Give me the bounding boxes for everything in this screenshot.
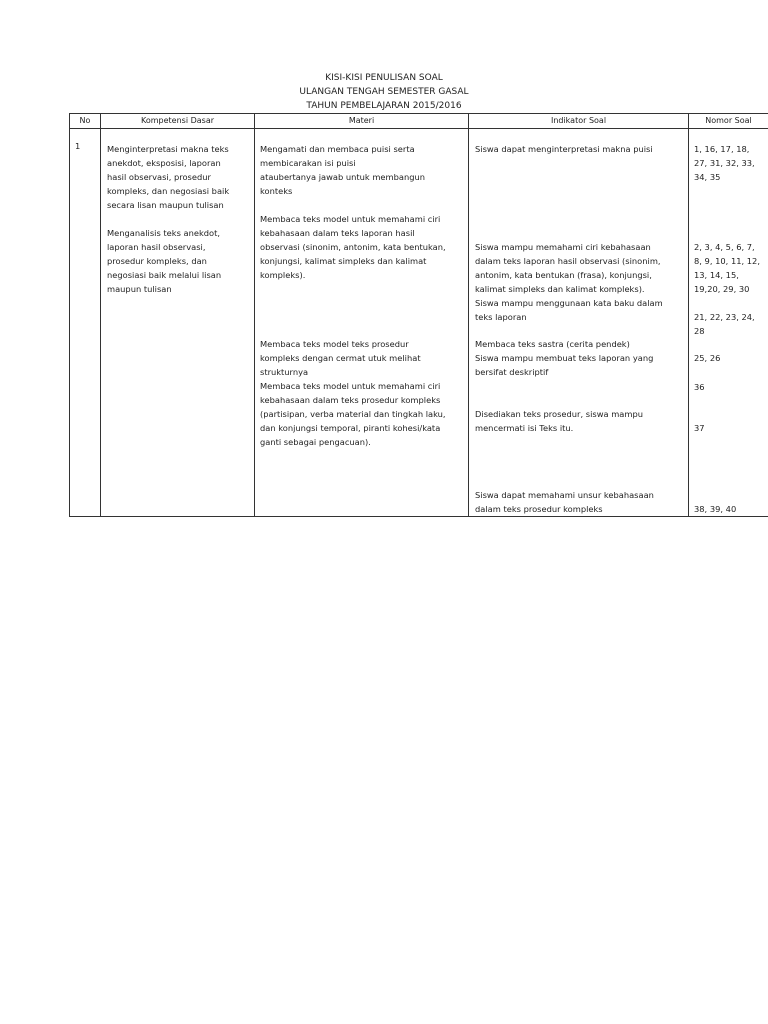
indikator-6 bbox=[475, 407, 643, 435]
text-line: konteks bbox=[260, 186, 293, 196]
header-materi: Materi bbox=[348, 116, 375, 125]
text-line: 21, 22, 23, 24, bbox=[694, 312, 755, 322]
text-line: kalimat simpleks dan kalimat kompleks). bbox=[475, 284, 645, 294]
text-line: dan konjungsi temporal, piranti kohesi/kata bbox=[260, 423, 441, 433]
nomor-soal-4 bbox=[694, 351, 720, 365]
text-line: konjungsi, kalimat simpleks dan kalimat bbox=[260, 256, 427, 266]
text-line: maupun tulisan bbox=[107, 284, 172, 294]
text-line: ganti sebagai pengacuan). bbox=[260, 437, 371, 447]
materi-1 bbox=[260, 142, 425, 198]
text-line: Menganalisis teks anekdot, bbox=[107, 228, 221, 238]
text-line: strukturnya bbox=[260, 367, 309, 377]
text-line: antonim, kata bentukan (frasa), konjungsi, bbox=[475, 270, 652, 280]
text-line: membicarakan isi puisi bbox=[260, 158, 356, 168]
text-line: kebahasaan dalam teks prosedur kompleks bbox=[260, 395, 441, 405]
indikator-3 bbox=[475, 296, 663, 324]
text-line: hasil observasi, prosedur bbox=[107, 172, 211, 182]
text-line: observasi (sinonim, antonim, kata bentukan, bbox=[260, 242, 446, 252]
indikator-2 bbox=[475, 240, 661, 296]
nomor-soal-1 bbox=[694, 142, 755, 184]
doc-title-line1: KISI-KISI PENULISAN SOAL bbox=[325, 73, 443, 83]
text-line: Membaca teks model teks prosedur bbox=[260, 339, 409, 349]
text-line: 13, 14, 15, bbox=[694, 270, 739, 280]
text-line: prosedur kompleks, dan bbox=[107, 256, 207, 266]
text-line: 36 bbox=[694, 382, 705, 392]
text-line: mencermati isi Teks itu. bbox=[475, 423, 574, 433]
text-line: 34, 35 bbox=[694, 172, 721, 182]
nomor-soal-3 bbox=[694, 310, 755, 338]
text-line: Siswa mampu memahami ciri kebahasaan bbox=[475, 242, 651, 252]
text-line: Siswa dapat menginterpretasi makna puisi bbox=[475, 144, 653, 154]
text-line: 1, 16, 17, 18, bbox=[694, 144, 750, 154]
text-line: Siswa dapat memahami unsur kebahasaan bbox=[475, 490, 654, 500]
text-line: 25, 26 bbox=[694, 353, 721, 363]
text-line: Menginterpretasi makna teks bbox=[107, 144, 229, 154]
table-header-divider bbox=[69, 128, 768, 129]
nomor-soal-2 bbox=[694, 240, 760, 296]
materi-2 bbox=[260, 212, 446, 282]
table-bottom-border bbox=[69, 516, 768, 517]
text-line: 38, 39, 40 bbox=[694, 504, 737, 514]
text-line: kompleks dengan cermat utuk melihat bbox=[260, 353, 421, 363]
table-left-border bbox=[69, 113, 70, 517]
text-line: teks laporan bbox=[475, 312, 527, 322]
col-divider-kompetensi bbox=[254, 113, 255, 517]
text-line: ataubertanya jawab untuk membangun bbox=[260, 172, 425, 182]
text-line: 28 bbox=[694, 326, 705, 336]
col-divider-no bbox=[100, 113, 101, 517]
header-no: No bbox=[79, 116, 91, 125]
text-line: Mengamati dan membaca puisi serta bbox=[260, 144, 415, 154]
text-line: Membaca teks model untuk memahami ciri bbox=[260, 214, 441, 224]
text-line: Membaca teks model untuk memahami ciri bbox=[260, 381, 441, 391]
text-line: kompleks, dan negosiasi baik bbox=[107, 186, 230, 196]
indikator-5 bbox=[475, 351, 653, 379]
text-line: kebahasaan dalam teks laporan hasil bbox=[260, 228, 415, 238]
text-line: secara lisan maupun tulisan bbox=[107, 200, 224, 210]
text-line: negosiasi baik melalui lisan bbox=[107, 270, 222, 280]
text-line: 27, 31, 32, 33, bbox=[694, 158, 755, 168]
nomor-soal-5 bbox=[694, 380, 705, 394]
text-line: bersifat deskriptif bbox=[475, 367, 549, 377]
text-line: Siswa mampu membuat teks laporan yang bbox=[475, 353, 654, 363]
nomor-soal-6 bbox=[694, 421, 705, 435]
kompetensi-dasar-2 bbox=[107, 226, 221, 296]
nomor-soal-7 bbox=[694, 502, 736, 516]
header-kompetensi-dasar: Kompetensi Dasar bbox=[140, 116, 215, 125]
text-line: kompleks). bbox=[260, 270, 306, 280]
col-divider-materi bbox=[468, 113, 469, 517]
header-nomor-soal: Nomor Soal bbox=[705, 116, 752, 125]
text-line: dalam teks laporan hasil observasi (sinonim, bbox=[475, 256, 661, 266]
doc-title-line3: TAHUN PEMBELAJARAN 2015/2016 bbox=[306, 101, 462, 111]
col-divider-indikator bbox=[688, 113, 689, 517]
row-number: 1 bbox=[75, 141, 81, 151]
indikator-4 bbox=[475, 337, 630, 351]
text-line: Membaca teks sastra (cerita pendek) bbox=[475, 339, 630, 349]
materi-3 bbox=[260, 337, 421, 379]
text-line: 19,20, 29, 30 bbox=[694, 284, 750, 294]
doc-title-line2: ULANGAN TENGAH SEMESTER GASAL bbox=[299, 87, 469, 97]
header-indikator-soal: Indikator Soal bbox=[550, 116, 607, 125]
text-line: Disediakan teks prosedur, siswa mampu bbox=[475, 409, 643, 419]
text-line: dalam teks prosedur kompleks bbox=[475, 504, 603, 514]
text-line: 8, 9, 10, 11, 12, bbox=[694, 256, 760, 266]
kompetensi-dasar-1 bbox=[107, 142, 229, 212]
text-line: Siswa mampu menggunaan kata baku dalam bbox=[475, 298, 663, 308]
materi-4 bbox=[260, 379, 446, 449]
text-line: 37 bbox=[694, 423, 705, 433]
indikator-7 bbox=[475, 488, 654, 516]
text-line: (partisipan, verba material dan tingkah laku, bbox=[260, 409, 446, 419]
indikator-1 bbox=[475, 142, 653, 156]
text-line: anekdot, eksposisi, laporan bbox=[107, 158, 221, 168]
text-line: 2, 3, 4, 5, 6, 7, bbox=[694, 242, 755, 252]
text-line: laporan hasil observasi, bbox=[107, 242, 206, 252]
